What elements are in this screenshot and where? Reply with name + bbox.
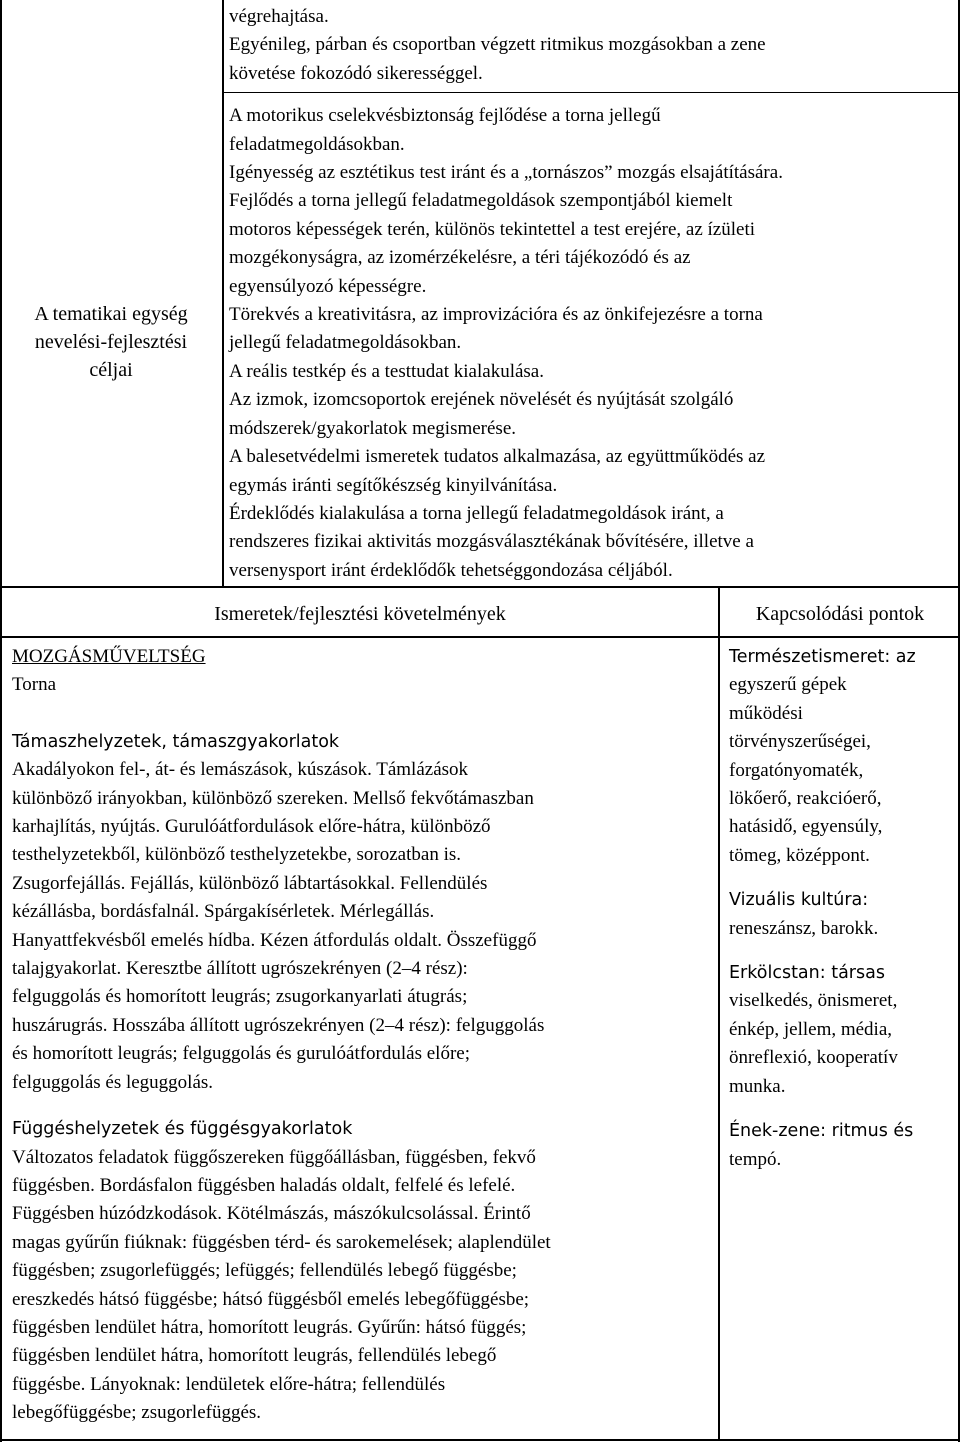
- goals-label-line: céljai: [89, 359, 133, 381]
- connection-line: törvényszerűségei,: [729, 731, 871, 753]
- connection-line: hatásidő, egyensúly,: [729, 816, 883, 838]
- requirements-content: [12, 643, 551, 1428]
- section-line: Függésben húzódzkodások. Kötélmászás, mászókulcsolással. Érintő: [12, 1203, 531, 1225]
- section-line: Akadályokon fel-, át- és lemászások, kúszások. Támlázások: [12, 759, 469, 781]
- connection-line: énkép, jellem, média,: [729, 1018, 893, 1040]
- goals-line: A reális testkép és a testtudat kialakulása.: [229, 360, 544, 382]
- connections-divider-vertical: [718, 588, 720, 1440]
- goals-line: Érdeklődés kialakulása a torna jellegű feladatmegoldások iránt, a: [229, 502, 724, 524]
- goals-line: Egyénileg, párban és csoportban végzett ritmikus mozgásokban a zene: [229, 34, 766, 56]
- connection-line: Erkölcstan: társas: [729, 963, 885, 984]
- section-line: Változatos feladatok függőszereken függőállásban, függésben, fekvő: [12, 1146, 536, 1168]
- requirements-header: Ismeretek/fejlesztési követelmények: [214, 603, 506, 625]
- table-border-bottom: [0, 1439, 960, 1441]
- goals-line: versenysport iránt érdeklődők tehetséggondozása céljából.: [229, 559, 673, 581]
- connection-line: önreflexió, kooperatív: [729, 1047, 898, 1069]
- connection-line: egyszerű gépek: [729, 674, 847, 696]
- connection-line: tömeg, középpont.: [729, 844, 870, 866]
- goals-line: Igényesség az esztétikus test iránt és a „tornászos” mozgás elsajátítására.: [229, 162, 783, 184]
- connection-line: működési: [729, 702, 803, 724]
- goals-line: rendszeres fizikai aktivitás mozgásválasztékának bővítésére, illetve a: [229, 531, 754, 553]
- connection-block: [729, 643, 916, 870]
- section-line: különböző irányokban, különböző szereken. Mellső fekvőtámaszban: [12, 787, 534, 809]
- goals-line: követése fokozódó sikerességgel.: [229, 62, 483, 84]
- goals-line: feladatmegoldásokban.: [229, 133, 405, 155]
- goals-row-divider: [0, 586, 960, 588]
- goals-label-line: A tematikai egység: [34, 303, 188, 325]
- section-line: Hanyattfekvésből emelés hídba. Kézen átfordulás oldalt. Összefüggő: [12, 929, 537, 951]
- section-line: magas gyűrűn fiúknak: függésben térd- és sarokemelések; alaplendület: [12, 1231, 551, 1253]
- header-row-divider: [0, 636, 960, 638]
- section-line: testhelyzetekből, különböző testhelyzetekbe, sorozatban is.: [12, 844, 461, 866]
- goals-label: [0, 300, 222, 384]
- connection-line: tempó.: [729, 1148, 782, 1170]
- goals-line: Az izmok, izomcsoportok erejének növelését és nyújtását szolgáló: [229, 389, 734, 411]
- goals-line: A motorikus cselekvésbiztonság fejlődése a torna jellegű: [229, 105, 661, 127]
- section-title: Támaszhelyzetek, támaszgyakorlatok: [12, 731, 340, 752]
- section-line: karhajlítás, nyújtás. Gurulóátfordulások előre-hátra, különböző: [12, 816, 491, 838]
- goals-line: módszerek/gyakorlatok megismerése.: [229, 417, 517, 439]
- goals-line: A balesetvédelmi ismeretek tudatos alkalmazása, az együttműködés az: [229, 446, 766, 468]
- connections-header: Kapcsolódási pontok: [755, 603, 925, 625]
- connection-line: Ének-zene: ritmus és: [729, 1121, 914, 1142]
- section-line: függésben; zsugorlefüggés; lefüggés; fellendülés lebegő függésbe;: [12, 1260, 517, 1282]
- connection-line: Természetismeret: az: [729, 647, 916, 667]
- section-line: ereszkedés hátsó függésbe; hátsó függésből emelés lebegőfüggésbe;: [12, 1288, 530, 1310]
- section-line: függésben lendület hátra, homorított leugrás, fellendülés lebegő: [12, 1345, 497, 1367]
- connection-block: [729, 1117, 916, 1174]
- section-line: függésben. Bordásfalon függésben haladás oldalt, felfelé és lefelé.: [12, 1174, 516, 1196]
- connection-block: [729, 959, 916, 1101]
- section-line: kézállásba, bordásfalnál. Spárgakísérletek. Mérlegállás.: [12, 901, 435, 923]
- goals-line: egymás iránti segítőkészség kinyilvánítása.: [229, 474, 558, 496]
- section-line: huszárugrás. Hosszába állított ugrószekrényen (2–4 rész): felguggolás: [12, 1014, 545, 1036]
- subarea-title: Torna: [12, 674, 57, 696]
- section-line: Zsugorfejállás. Fejállás, különböző lábtartásokkal. Fellendülés: [12, 872, 488, 894]
- connection-line: forgatónyomaték,: [729, 759, 864, 781]
- connection-line: reneszánsz, barokk.: [729, 917, 879, 939]
- section-line: függésbe. Lányoknak: lendületek előre-hátra; fellendülés: [12, 1373, 446, 1395]
- section-line: függésben lendület hátra, homorított leugrás. Gyűrűn: hátsó függés;: [12, 1316, 527, 1338]
- goals-line: Törekvés a kreativitásra, az improvizációra és az önkifejezésre a torna: [229, 304, 763, 326]
- section-line: felguggolás és homorított leugrás; zsugorkanyarlati átugrás;: [12, 986, 468, 1008]
- section-line: felguggolás és leguggolás.: [12, 1071, 214, 1093]
- connection-line: munka.: [729, 1075, 786, 1097]
- goals-line: motoros képességek terén, különös tekintettel a test erejére, az ízületi: [229, 218, 755, 240]
- goals-line: végrehajtása.: [229, 6, 329, 27]
- connection-line: Vizuális kultúra:: [729, 890, 869, 911]
- connection-line: viselkedés, önismeret,: [729, 990, 898, 1012]
- goals-text: [229, 3, 783, 585]
- goals-divider-vertical: [222, 0, 224, 588]
- section-line: talajgyakorlat. Keresztbe állított ugrószekrényen (2–4 rész):: [12, 958, 468, 980]
- section-line: és homorított leugrás; felguggolás és gurulóátfordulás előre;: [12, 1043, 470, 1065]
- connection-block: [729, 886, 916, 943]
- goals-line: egyensúlyozó képességre.: [229, 275, 427, 297]
- connections-content: [729, 643, 916, 1174]
- table-border-left: [0, 0, 2, 1442]
- goals-line: Fejlődés a torna jellegű feladatmegoldások szempontjából kiemelt: [229, 190, 733, 212]
- connection-line: lökőerő, reakcióerő,: [729, 788, 882, 810]
- goals-line: jellegű feladatmegoldásokban.: [229, 332, 462, 354]
- area-title: MOZGÁSMŰVELTSÉG: [12, 646, 206, 667]
- section-title: Függéshelyzetek és függésgyakorlatok: [12, 1119, 353, 1140]
- section-line: lebegőfüggésbe; zsugorlefüggés.: [12, 1402, 262, 1424]
- goals-line: mozgékonyságra, az izomérzékelésre, a téri tájékozódó és az: [229, 247, 691, 269]
- goals-label-line: nevelési-fejlesztési: [34, 331, 188, 353]
